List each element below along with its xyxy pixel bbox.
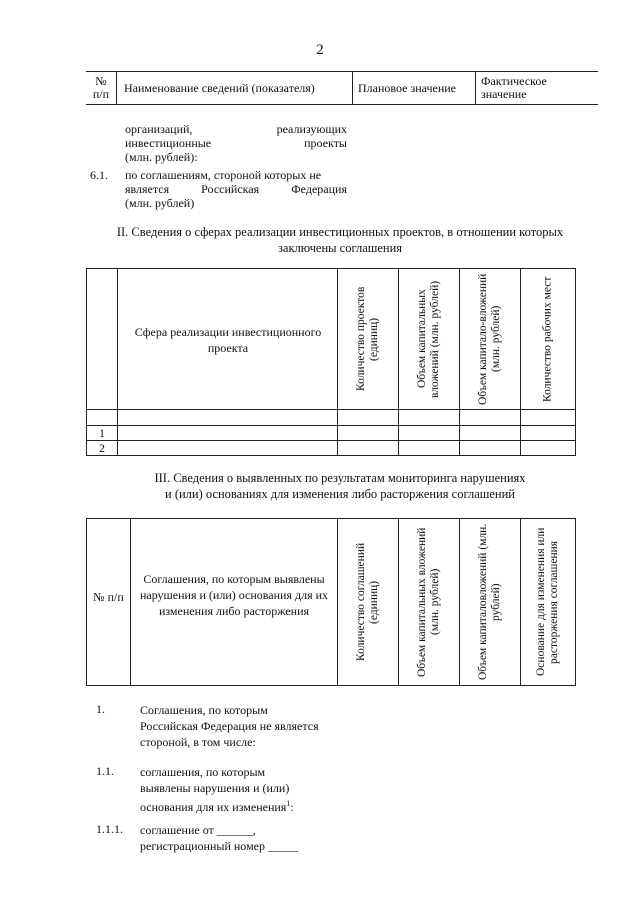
text: соглашение от ______, [140, 823, 256, 837]
text: : [290, 800, 294, 814]
item-text [140, 764, 294, 815]
text: Соглашения, по которым [140, 703, 268, 717]
text: организаций, [125, 122, 193, 136]
violations-table [86, 518, 576, 686]
col-count-header: Количество проектов (единиц) [355, 286, 380, 392]
col-number-header: № п/п [93, 590, 124, 604]
text: является [125, 182, 170, 196]
col-sphere-header: Сфера реализации инвестиционного проекта [134, 325, 322, 355]
text: по соглашениям, стороной которых не [125, 168, 322, 182]
col-invest2-header: Объем капиталовложений (млн. рублей) [477, 523, 502, 681]
item-number: 1. [96, 702, 105, 716]
col-count-header: Количество соглашений (единиц) [355, 542, 380, 662]
footnote-marker: 1 [286, 799, 291, 808]
col-reason-header: Основание для изменения или расторжения соглашения [535, 527, 560, 677]
text: выявлены нарушения и (или) [140, 781, 290, 795]
section-2-title [60, 224, 620, 256]
col-name-header: Наименование сведений (показателя) [124, 80, 315, 95]
item-number: 1.1. [96, 764, 114, 778]
header-table [86, 71, 598, 105]
continued-block [125, 122, 347, 164]
text: проекты [304, 136, 347, 150]
text: Российская [201, 182, 260, 196]
text: основания для их изменения [140, 800, 287, 814]
col-jobs-header: Количество рабочих мест [541, 276, 554, 402]
text: соглашения, по которым [140, 765, 266, 779]
row-number: 2 [99, 441, 105, 455]
text: Федерация [291, 182, 347, 196]
title-line: и (или) основаниях для изменения либо расторжения соглашений [165, 487, 515, 501]
item-number: 6.1. [90, 168, 108, 182]
text: Российская Федерация не является [140, 719, 319, 733]
col-invest-header: Объем капитальных вложений (млн. рублей) [416, 527, 441, 677]
text: регистрационный номер _____ [140, 839, 298, 853]
col-number-header: № п/п [92, 74, 110, 101]
col-invest-header: Объем капитальных вложений (млн. рублей) [416, 280, 441, 398]
text: реализующих [276, 122, 347, 136]
col-agreements-header: Соглашения, по которым выявлены нарушения и (или) основания для их изменения либо расторжения [139, 572, 329, 618]
spheres-table [86, 268, 576, 456]
text: инвестиционные [125, 136, 212, 150]
item-text [125, 168, 347, 210]
text: стороной, в том числе: [140, 735, 256, 749]
item-text [140, 822, 298, 854]
col-invest2-header: Объем капитало-вложений (млн. рублей) [477, 273, 502, 405]
item-text [140, 702, 319, 750]
page-number: 2 [316, 42, 324, 58]
item-number: 1.1.1. [96, 822, 123, 836]
text: (млн. рублей) [125, 196, 195, 210]
title-line: заключены соглашения [277, 241, 403, 255]
title-line: II. Сведения о сферах реализации инвестиционных проектов, в отношении которых [116, 225, 564, 239]
text: (млн. рублей): [125, 150, 198, 164]
col-plan-header: Плановое значение [358, 80, 456, 95]
row-number: 1 [99, 426, 105, 440]
section-3-title [60, 470, 620, 502]
col-fact-header: Фактическое значение [481, 74, 547, 101]
title-line: III. Сведения о выявленных по результатам мониторинга нарушениях [154, 471, 526, 485]
